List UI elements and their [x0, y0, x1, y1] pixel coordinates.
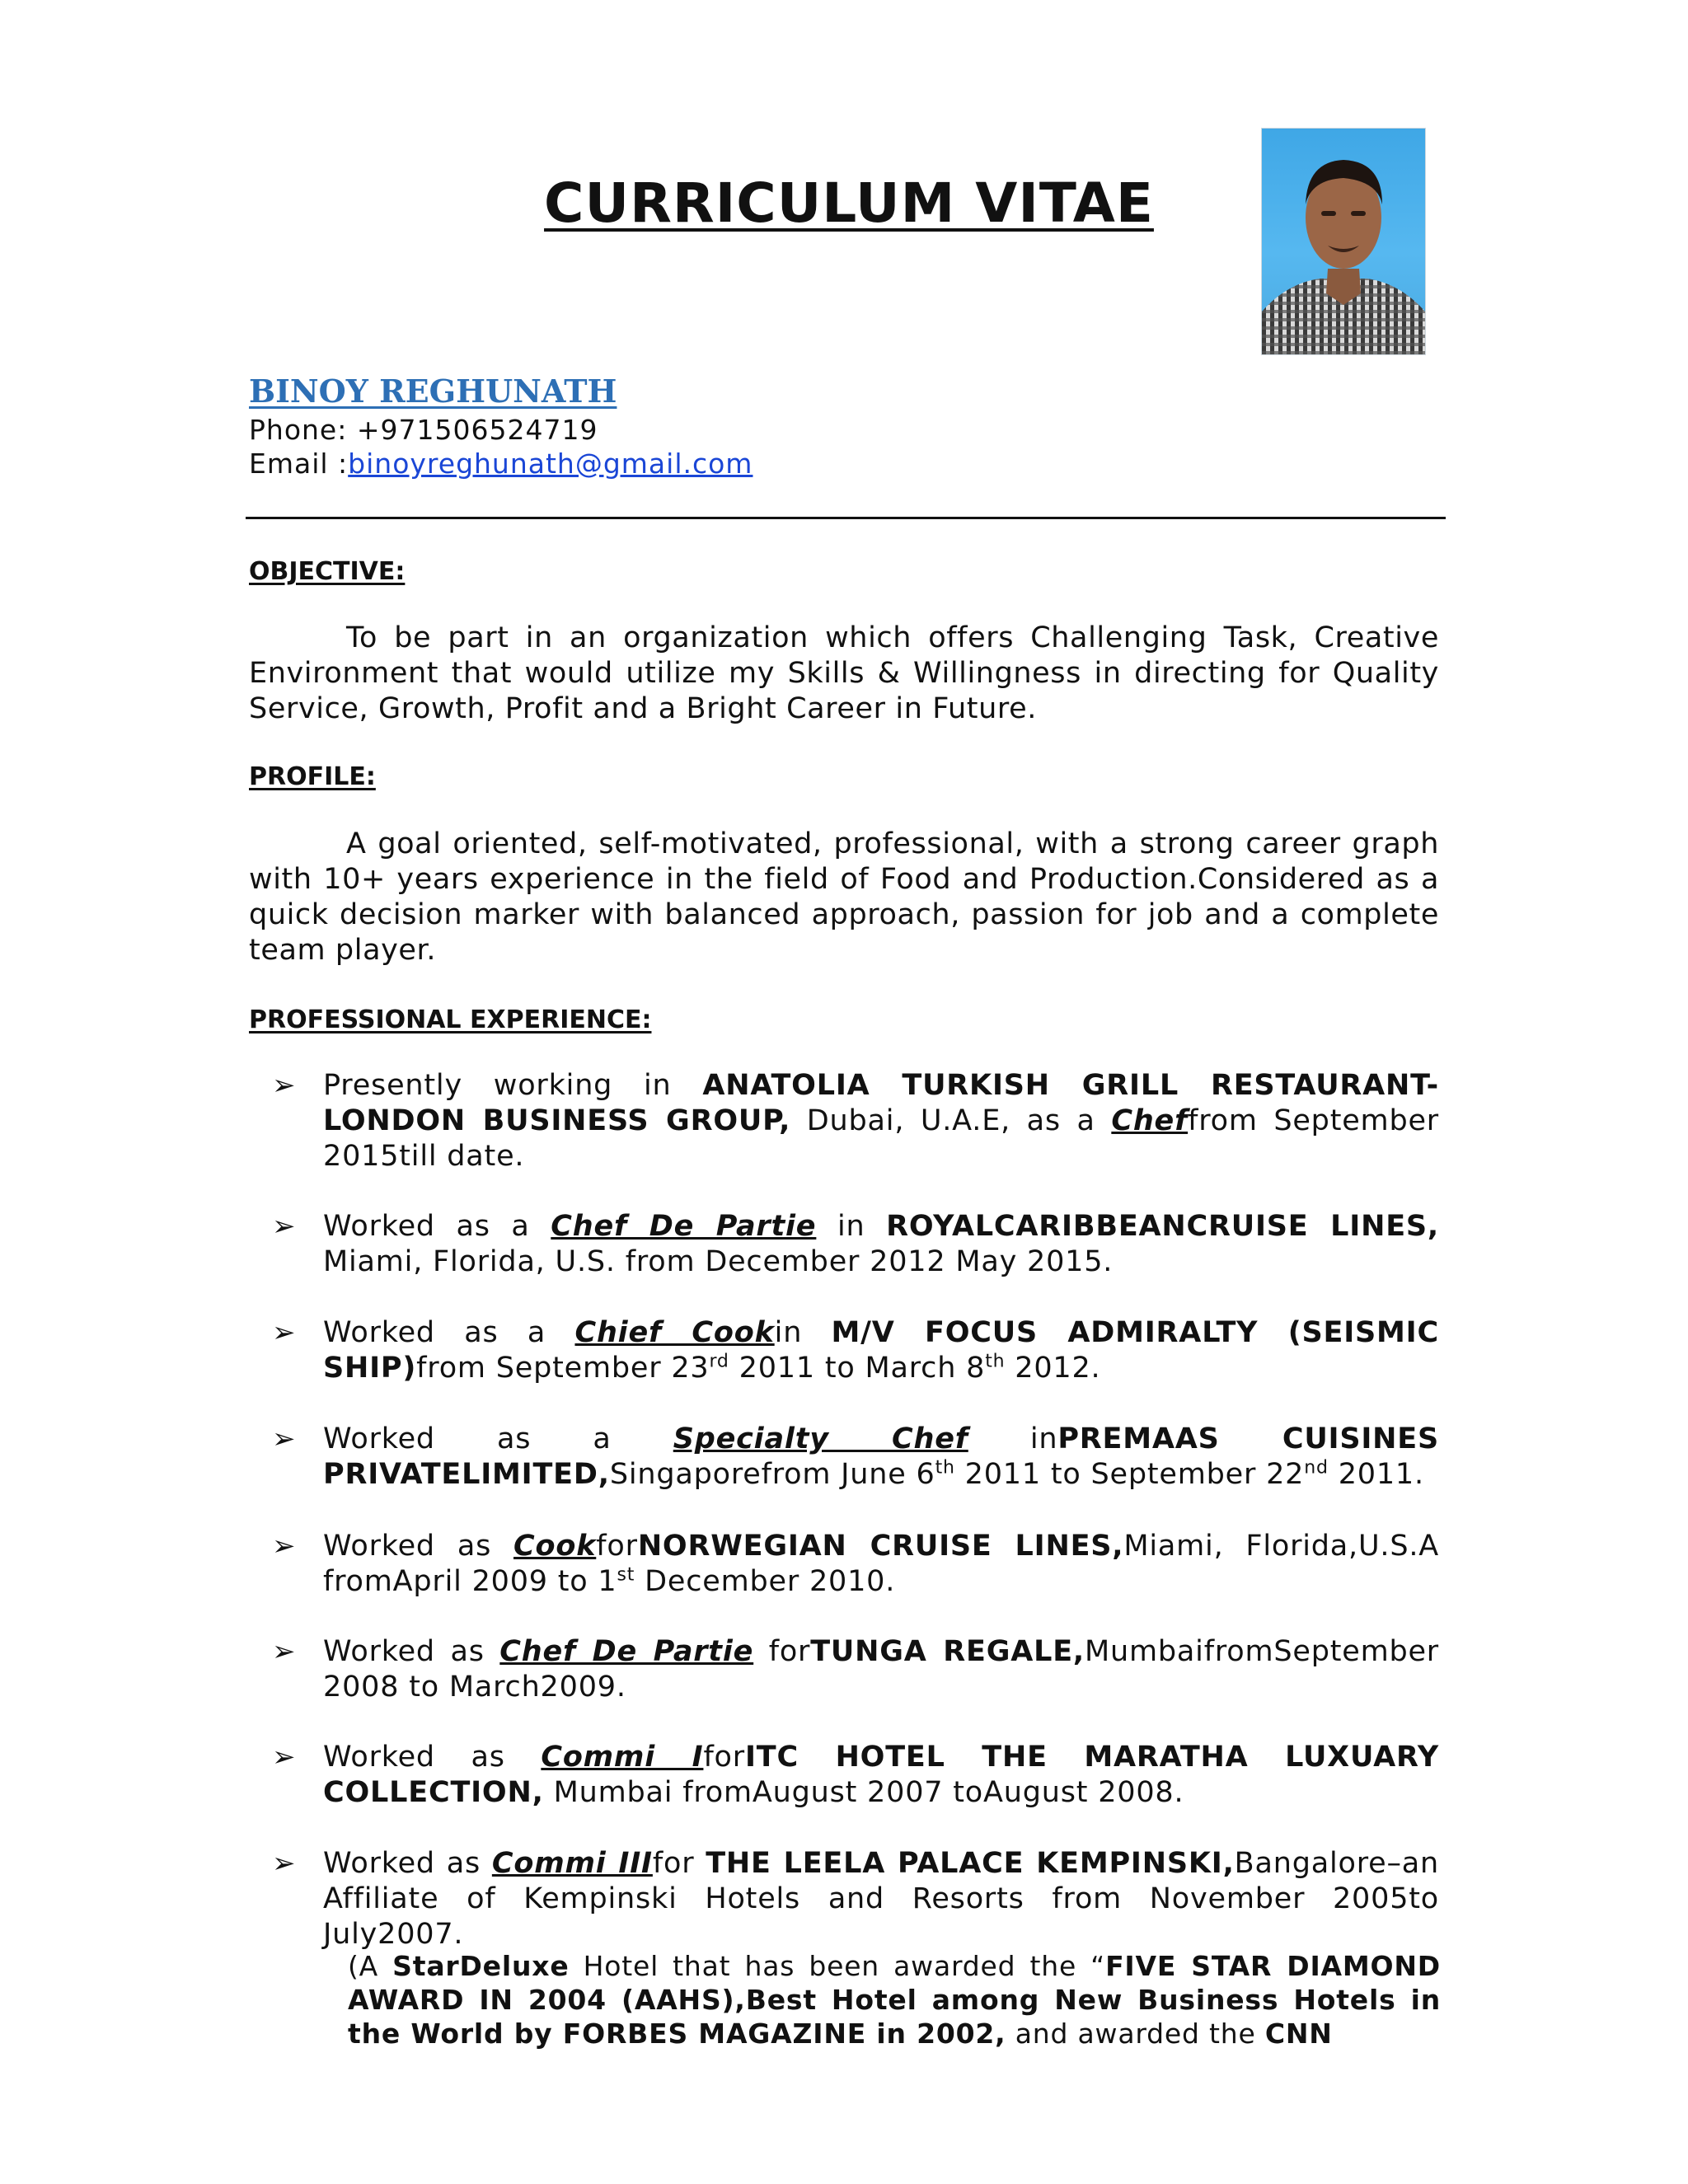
experience-item: Presently working in ANATOLIA TURKISH GRILL RESTAURANT-LONDON BUSINESS GROUP, Dubai, U.A.E, as a Cheffrom September 2015till date. [323, 1069, 1439, 1173]
arrow-bullet-icon: ➢ [272, 1741, 296, 1774]
profile-photo [1261, 128, 1426, 355]
arrow-bullet-icon: ➢ [272, 1422, 296, 1455]
phone-label: Phone: [249, 414, 348, 446]
experience-item: Worked as Commi IIIfor THE LEELA PALACE KEMPINSKI,Bangalore–an Affiliate of Kempinski Hotels and Resorts from November 2005to July2007. [323, 1847, 1439, 1951]
profile-text: A goal oriented, self-motivated, professional, with a strong career graph with 10+ years experience in the field of Food and Production.Considered as a quick decision marker with balanced approach, passion for job and a complete team player. [249, 827, 1439, 967]
experience-item: Worked as CookforNORWEGIAN CRUISE LINES,Miami, Florida,U.S.A fromApril 2009 to 1st December 2010. [323, 1530, 1439, 1598]
objective-heading: OBJECTIVE: [249, 557, 406, 586]
experience-heading: PROFESSIONAL EXPERIENCE: [249, 1005, 652, 1034]
header-divider [246, 517, 1446, 519]
hotel-award-note: (A StarDeluxe Hotel that has been awarded the “FIVE STAR DIAMOND AWARD IN 2004 (AAHS),Best Hotel among New Business Hotels in the World by FORBES MAGAZINE in 2002, and awarded the CNN [348, 1950, 1441, 2050]
phone-line [249, 414, 598, 446]
document-title: CURRICULUM VITAE [544, 171, 1154, 235]
experience-item: Worked as Chef De Partie forTUNGA REGALE,MumbaifromSeptember 2008 to March2009. [323, 1635, 1440, 1704]
email-label: Email : [249, 448, 349, 480]
experience-item: Worked as a Chief Cookin M/V FOCUS ADMIRALTY (SEISMIC SHIP)from September 23rd 2011 to March 8th 2012. [323, 1316, 1439, 1385]
arrow-bullet-icon: ➢ [272, 1847, 296, 1880]
arrow-bullet-icon: ➢ [272, 1530, 296, 1563]
email-line [249, 448, 753, 480]
arrow-bullet-icon: ➢ [272, 1069, 296, 1102]
objective-text: To be part in an organization which offers Challenging Task, Creative Environment that would utilize my Skills & Willingness in directing for Quality Service, Growth, Profit and a Bright Career in Future. [249, 621, 1439, 725]
experience-item: Worked as a Chef De Partie in ROYALCARIBBEANCRUISE LINES, Miami, Florida, U.S. from December 2012 May 2015. [323, 1210, 1440, 1278]
experience-item: Worked as Commi IforITC HOTEL THE MARATHA LUXUARY COLLECTION, Mumbai fromAugust 2007 toAugust 2008. [323, 1741, 1439, 1809]
email-link[interactable]: binoyreghunath@gmail.com [348, 448, 753, 480]
profile-heading: PROFILE: [249, 762, 376, 791]
candidate-name: BINOY REGHUNATH [249, 373, 617, 410]
experience-item: Worked as a Specialty Chef inPREMAAS CUISINES PRIVATELIMITED,Singaporefrom June 6th 2011 to September 22nd 2011. [323, 1422, 1439, 1491]
phone-number: +971506524719 [356, 414, 598, 446]
arrow-bullet-icon: ➢ [272, 1210, 296, 1243]
arrow-bullet-icon: ➢ [272, 1635, 296, 1668]
arrow-bullet-icon: ➢ [272, 1316, 296, 1349]
